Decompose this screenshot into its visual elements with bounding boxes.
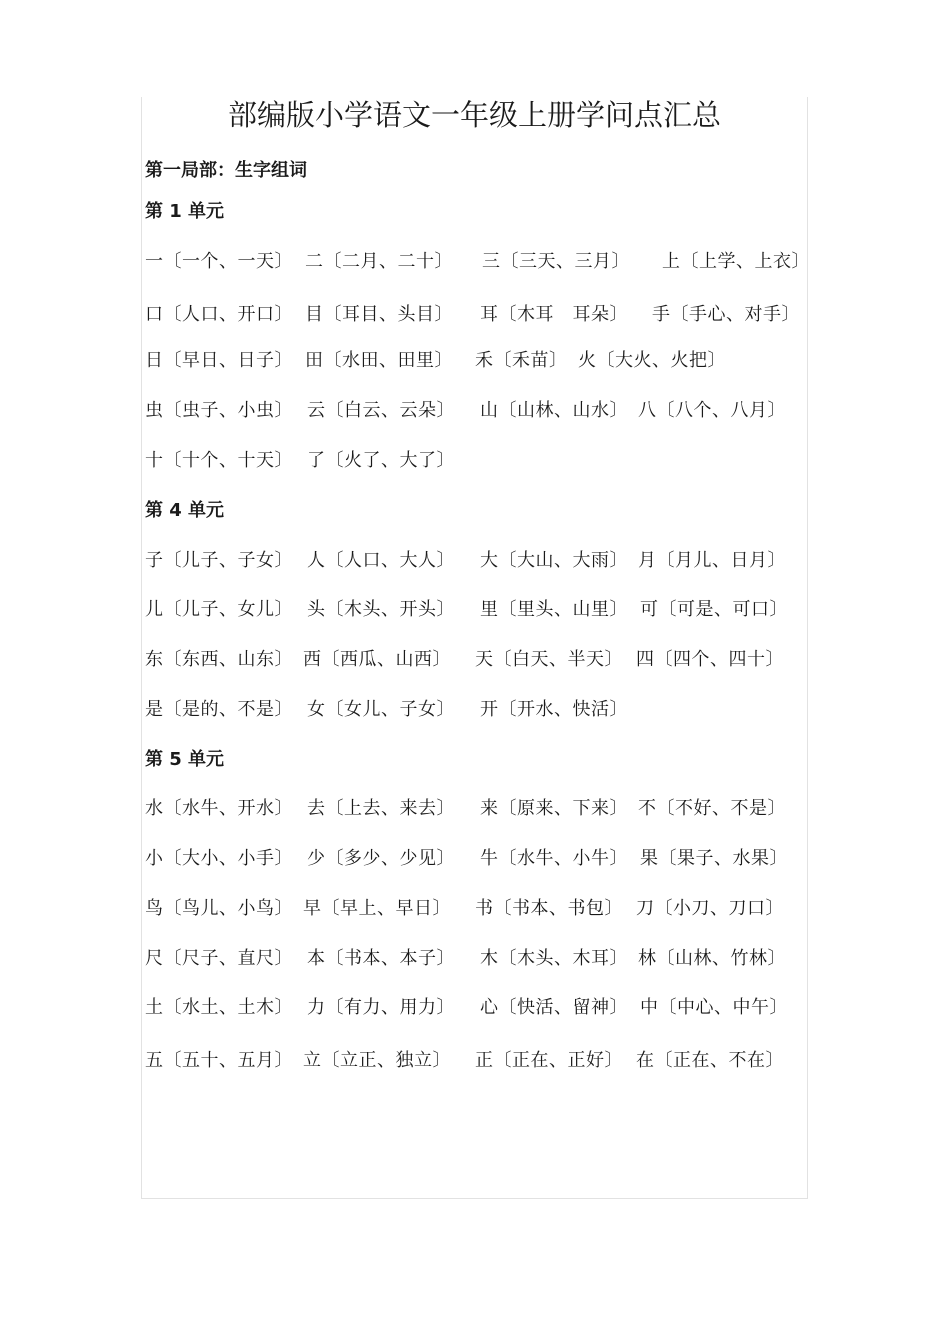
word-entry: 目〔耳目、头目〕 (305, 304, 453, 325)
word-entry: 中〔中心、中午〕 (640, 997, 788, 1018)
word-entry: 一〔一个、一天〕 (145, 251, 293, 272)
word-entry: 女〔女儿、子女〕 (307, 699, 455, 720)
word-entry: 书〔书本、书包〕 (475, 898, 623, 919)
word-entry: 口〔人口、开口〕 (145, 304, 293, 325)
word-entry: 开〔开水、快活〕 (480, 699, 628, 720)
word-entry: 耳〔木耳 耳朵〕 (480, 304, 628, 325)
word-entry: 手〔手心、对手〕 (652, 304, 800, 325)
word-entry: 山〔山林、山水〕 (480, 400, 628, 421)
word-entry: 少〔多少、少见〕 (307, 848, 455, 869)
word-entry: 可〔可是、可口〕 (640, 599, 788, 620)
word-entry: 水〔水牛、开水〕 (145, 798, 293, 819)
unit-heading: 第 1 单元 (145, 201, 225, 222)
word-entry: 西〔西瓜、山西〕 (303, 649, 451, 670)
word-entry: 火〔大火、火把〕 (578, 350, 726, 371)
word-entry: 头〔木头、开头〕 (307, 599, 455, 620)
word-entry: 天〔白天、半天〕 (475, 649, 623, 670)
word-entry: 尺〔尺子、直尺〕 (145, 948, 293, 969)
word-entry: 立〔立正、独立〕 (303, 1050, 451, 1071)
word-entry: 刀〔小刀、刀口〕 (636, 898, 784, 919)
word-entry: 了〔火了、大了〕 (307, 450, 455, 471)
part-heading: 第一局部：生字组词 (145, 160, 307, 181)
unit-heading: 第 4 单元 (145, 500, 225, 521)
word-entry: 大〔大山、大雨〕 (480, 550, 628, 571)
word-entry: 力〔有力、用力〕 (307, 997, 455, 1018)
word-entry: 田〔水田、田里〕 (305, 350, 453, 371)
word-entry: 木〔木头、木耳〕 (480, 948, 628, 969)
word-entry: 去〔上去、来去〕 (307, 798, 455, 819)
word-entry: 在〔正在、不在〕 (636, 1050, 784, 1071)
word-entry: 禾〔禾苗〕 (475, 350, 568, 371)
document-title: 部编版小学语文一年级上册学问点汇总 (227, 98, 721, 132)
word-entry: 是〔是的、不是〕 (145, 699, 293, 720)
word-entry: 八〔八个、八月〕 (638, 400, 786, 421)
word-entry: 土〔水土、土木〕 (145, 997, 293, 1018)
word-entry: 里〔里头、山里〕 (480, 599, 628, 620)
word-entry: 小〔大小、小手〕 (145, 848, 293, 869)
word-entry: 东〔东西、山东〕 (145, 649, 293, 670)
word-entry: 十〔十个、十天〕 (145, 450, 293, 471)
word-entry: 本〔书本、本子〕 (307, 948, 455, 969)
word-entry: 林〔山林、竹林〕 (638, 948, 786, 969)
word-entry: 果〔果子、水果〕 (640, 848, 788, 869)
word-entry: 二〔二月、二十〕 (305, 251, 453, 272)
word-entry: 不〔不好、不是〕 (638, 798, 786, 819)
word-entry: 月〔月儿、日月〕 (638, 550, 786, 571)
unit-heading: 第 5 单元 (145, 749, 225, 770)
word-entry: 正〔正在、正好〕 (475, 1050, 623, 1071)
word-entry: 儿〔儿子、女儿〕 (145, 599, 293, 620)
word-entry: 来〔原来、下来〕 (480, 798, 628, 819)
word-entry: 云〔白云、云朵〕 (307, 400, 455, 421)
word-entry: 牛〔水牛、小牛〕 (480, 848, 628, 869)
word-entry: 虫〔虫子、小虫〕 (145, 400, 293, 421)
word-entry: 四〔四个、四十〕 (636, 649, 784, 670)
word-entry: 人〔人口、大人〕 (307, 550, 455, 571)
word-entry: 五〔五十、五月〕 (145, 1050, 293, 1071)
word-entry: 三〔三天、三月〕 (482, 251, 630, 272)
word-entry: 鸟〔鸟儿、小鸟〕 (145, 898, 293, 919)
word-entry: 上〔上学、上衣〕 (662, 251, 810, 272)
word-entry: 心〔快活、留神〕 (480, 997, 628, 1018)
word-entry: 早〔早上、早日〕 (303, 898, 451, 919)
word-entry: 日〔早日、日子〕 (145, 350, 293, 371)
word-entry: 子〔儿子、子女〕 (145, 550, 293, 571)
